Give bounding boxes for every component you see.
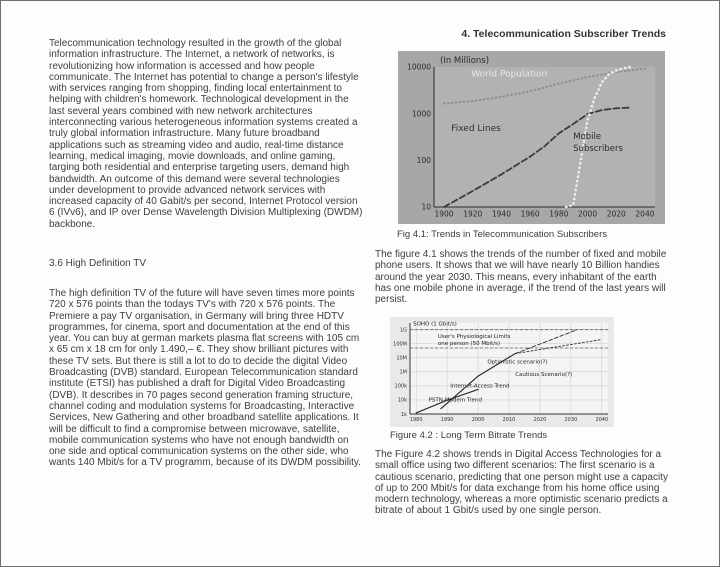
svg-text:100k: 100k — [394, 383, 407, 390]
subscriber-trends-chart-image — [398, 51, 665, 224]
svg-text:Internet-Access Trend: Internet-Access Trend — [450, 383, 510, 390]
svg-text:2040: 2040 — [635, 209, 655, 219]
svg-text:2030: 2030 — [564, 417, 578, 423]
figure-4-1-caption: Fig 4.1: Trends in Telecommunication Subscribers — [397, 229, 607, 240]
figure-4-2 — [390, 317, 614, 427]
svg-text:1990: 1990 — [440, 417, 454, 423]
svg-text:1900: 1900 — [434, 209, 454, 219]
svg-text:Cautious Scenario(?): Cautious Scenario(?) — [515, 372, 573, 379]
svg-text:100M: 100M — [393, 341, 407, 348]
svg-text:2020: 2020 — [533, 417, 547, 423]
svg-text:10: 10 — [421, 202, 431, 212]
svg-text:2000: 2000 — [578, 209, 598, 219]
svg-text:2000: 2000 — [471, 417, 485, 423]
svg-text:(In Millions): (In Millions) — [440, 56, 490, 66]
bitrate-trends-chart-image — [390, 317, 614, 427]
svg-text:1G: 1G — [399, 327, 407, 334]
svg-text:Subscribers: Subscribers — [573, 143, 623, 154]
paragraph-figure-4-2-discussion: The Figure 4.2 shows trends in Digital Access Technologies for a small office using two different scenarios: The first scenario is a cautious scenario, predicting that one person might use a capacity of up to 200 Mbit/s for data exchange from his home office using modern technology, whereas a more optimistic scenario predicts a bitrate of about 1 Gbit/s used by one single person. — [375, 449, 668, 517]
paragraph-hdtv: The high definition TV of the future will have seven times more points 720 x 576 points than the todays TV's with 720 x 576 points. The Premiere a pay TV organisation, in Germany will bring three HDTV programmes, for cinema, sport and documentation at the end of this year. You can buy at german markets plasma flat screens with 105 cm x 65 cm x 18 cm for only 1.490,– €. They show brilliant pictures with these TV sets. But there is still a lot to do to decide the digital Video Broadcasting (DVB) standard. European Telecommunication standard institute (ETSI) has published a draft for Digital Video Broadcasting (DVB). It describes in 70 pages second generation framing structure, channel coding and modulation systems for Broadcasting, Interactive Services, New Gathering and other broadband satellite applications. It will be difficult to find a compromise between microwave, satellite, mobile communication systems who have not enough bandwidth on one side and optical communication systems on the other side, who wants 140 Mbit/s for a TV programm, because of its DWDM possibility. — [49, 288, 361, 469]
svg-text:1920: 1920 — [463, 209, 483, 219]
svg-text:Fixed Lines: Fixed Lines — [451, 123, 501, 134]
figure-4-1 — [398, 51, 665, 224]
svg-text:World Population: World Population — [471, 69, 548, 80]
svg-text:Optimistic scenario(?): Optimistic scenario(?) — [487, 359, 548, 366]
svg-text:1940: 1940 — [491, 209, 511, 219]
paragraph-telecom-growth: Telecommunication technology resulted in the growth of the global information infrastructure. The Internet, a network of networks, is revolutionizing how information is accessed and how people communicate. The Internet has potential to change a person's lifestyle with services ranging from shopping, finding local entertainment to helping with children's homework. Technological development in the last several years combined with new network architectures interconnecting various heterogeneous information systems created a truly global information infrastructure. Many future broadband applications such as streaming video and audio, real-time distance learning, medical imaging, movie downloads, and online gaming, targing both residential and enterprise targeting users, demand high bandwidth. An outcome of this demand were several technologies under development to provide advanced network services with increased capacity of 40 Gabit/s per second, Internet Protocol version 6 (IVv6), and IP over Dense Wavelength Division Multiplexing (DWDM) backbone. — [49, 38, 363, 230]
section-heading-subscriber-trends: 4. Telecommunication Subscriber Trends — [461, 28, 666, 40]
svg-text:User's Physiological Limits: User's Physiological Limits — [437, 334, 511, 341]
svg-text:2040: 2040 — [595, 417, 609, 423]
svg-text:one person (50 Mbit/s): one person (50 Mbit/s) — [437, 341, 501, 348]
section-heading-hdtv: 3.6 High Definition TV — [49, 258, 147, 269]
svg-text:PSTN-Modem Trend: PSTN-Modem Trend — [428, 397, 482, 404]
svg-text:2010: 2010 — [502, 417, 516, 423]
svg-text:100: 100 — [416, 155, 431, 165]
figure-4-2-caption: Figure 4.2 : Long Term Bitrate Trends — [390, 430, 548, 441]
svg-text:10M: 10M — [396, 355, 407, 362]
svg-text:SOHO (1 Gbit/s): SOHO (1 Gbit/s) — [413, 321, 457, 328]
svg-text:1980: 1980 — [409, 417, 423, 423]
svg-text:1960: 1960 — [520, 209, 540, 219]
svg-text:1980: 1980 — [549, 209, 569, 219]
svg-text:10000: 10000 — [407, 62, 431, 72]
svg-text:Mobile: Mobile — [573, 131, 602, 142]
svg-text:1000: 1000 — [411, 109, 431, 119]
paragraph-figure-4-1-discussion: The figure 4.1 shows the trends of the number of fixed and mobile phone users. It shows that we will have nearly 10 Billion handies around the year 2030. This means, every inhabitant of the earth has one mobile phone in average, if the trend of the last years will persist. — [375, 249, 667, 306]
svg-text:10k: 10k — [397, 397, 407, 404]
svg-text:1k: 1k — [400, 411, 407, 418]
svg-text:2020: 2020 — [606, 209, 626, 219]
svg-text:1M: 1M — [399, 369, 407, 376]
